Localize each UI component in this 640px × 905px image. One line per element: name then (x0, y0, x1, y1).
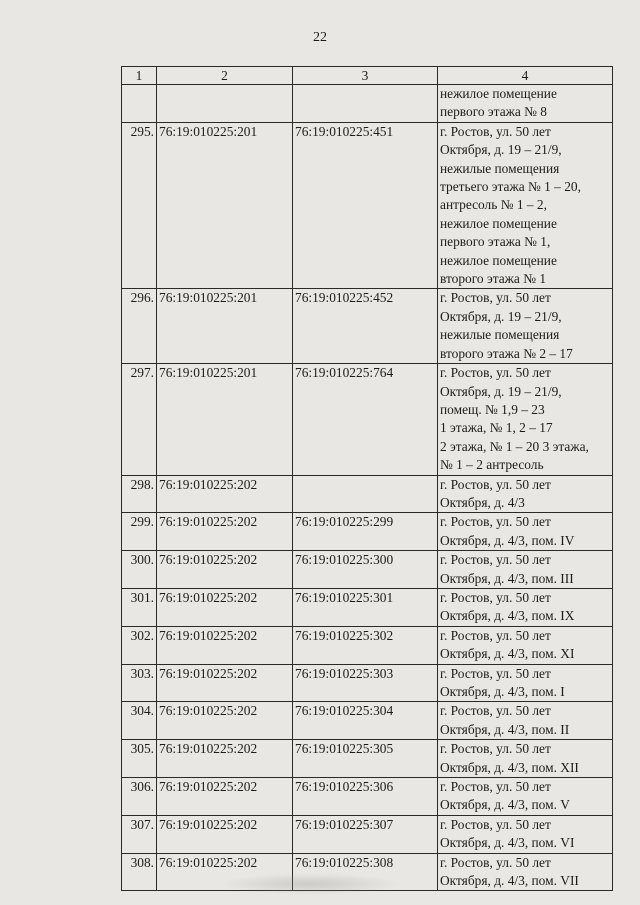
address-cell: г. Ростов, ул. 50 лет Октября, д. 19 – 21/9, нежилые помещения третьего этажа № 1 – 20, антресоль № 1 – 2, нежилое помещение первого этажа № 1, нежилое помещение второго этажа № 1 (438, 122, 613, 289)
address-cell: г. Ростов, ул. 50 лет Октября, д. 4/3, пом. VII (438, 853, 613, 891)
cadastral-number-cell: 76:19:010225:300 (293, 551, 438, 589)
row-number-cell: 298. (122, 475, 157, 513)
address-cell: г. Ростов, ул. 50 лет Октября, д. 4/3, пом. III (438, 551, 613, 589)
parent-cadastral-number-cell: 76:19:010225:201 (157, 122, 293, 289)
row-number-cell: 297. (122, 364, 157, 475)
table-row (122, 815, 613, 853)
row-number-cell: 307. (122, 815, 157, 853)
cadastral-number-cell: 76:19:010225:308 (293, 853, 438, 891)
cadastral-number-cell: 76:19:010225:307 (293, 815, 438, 853)
parent-cadastral-number-cell: 76:19:010225:202 (157, 664, 293, 702)
address-cell: г. Ростов, ул. 50 лет Октября, д. 4/3, пом. IV (438, 513, 613, 551)
row-number-cell: 300. (122, 551, 157, 589)
cadastral-number-cell: 76:19:010225:305 (293, 740, 438, 778)
parent-cadastral-number-cell: 76:19:010225:202 (157, 475, 293, 513)
cadastral-number-cell: 76:19:010225:451 (293, 122, 438, 289)
table-header-row (122, 67, 613, 85)
row-number-cell: 299. (122, 513, 157, 551)
table-row (122, 122, 613, 289)
table-row (122, 588, 613, 626)
parent-cadastral-number-cell: 76:19:010225:202 (157, 740, 293, 778)
address-cell: г. Ростов, ул. 50 лет Октября, д. 4/3, пом. IX (438, 588, 613, 626)
cadastral-number-cell (293, 475, 438, 513)
column-header: 2 (157, 67, 293, 85)
row-number-cell: 306. (122, 778, 157, 816)
cadastral-number-cell: 76:19:010225:303 (293, 664, 438, 702)
cadastral-number-cell: 76:19:010225:299 (293, 513, 438, 551)
parent-cadastral-number-cell (157, 85, 293, 123)
address-cell: г. Ростов, ул. 50 лет Октября, д. 19 – 21/9, помещ. № 1,9 – 23 1 этажа, № 1, 2 – 17 2 этажа, № 1 – 20 3 этажа, № 1 – 2 антресоль (438, 364, 613, 475)
parent-cadastral-number-cell: 76:19:010225:202 (157, 626, 293, 664)
row-number-cell: 296. (122, 289, 157, 364)
address-cell: г. Ростов, ул. 50 лет Октября, д. 4/3 (438, 475, 613, 513)
parent-cadastral-number-cell: 76:19:010225:202 (157, 778, 293, 816)
cadastral-number-cell: 76:19:010225:764 (293, 364, 438, 475)
parent-cadastral-number-cell: 76:19:010225:201 (157, 364, 293, 475)
parent-cadastral-number-cell: 76:19:010225:201 (157, 289, 293, 364)
parent-cadastral-number-cell: 76:19:010225:202 (157, 815, 293, 853)
column-header: 3 (293, 67, 438, 85)
row-number-cell: 308. (122, 853, 157, 891)
table-row (122, 626, 613, 664)
cadastral-number-cell: 76:19:010225:302 (293, 626, 438, 664)
table-row (122, 513, 613, 551)
registry-table (121, 66, 613, 891)
row-number-cell: 302. (122, 626, 157, 664)
table-row (122, 85, 613, 123)
address-cell: г. Ростов, ул. 50 лет Октября, д. 19 – 21/9, нежилые помещения второго этажа № 2 – 17 (438, 289, 613, 364)
table-row (122, 664, 613, 702)
parent-cadastral-number-cell: 76:19:010225:202 (157, 588, 293, 626)
table-row (122, 551, 613, 589)
page-number: 22 (313, 30, 327, 45)
row-number-cell: 304. (122, 702, 157, 740)
address-cell: г. Ростов, ул. 50 лет Октября, д. 4/3, пом. I (438, 664, 613, 702)
row-number-cell: 295. (122, 122, 157, 289)
cadastral-number-cell: 76:19:010225:301 (293, 588, 438, 626)
table-row (122, 289, 613, 364)
address-cell: г. Ростов, ул. 50 лет Октября, д. 4/3, пом. XI (438, 626, 613, 664)
scan-smudge (220, 873, 400, 895)
address-cell: г. Ростов, ул. 50 лет Октября, д. 4/3, пом. V (438, 778, 613, 816)
cadastral-number-cell: 76:19:010225:306 (293, 778, 438, 816)
address-cell: г. Ростов, ул. 50 лет Октября, д. 4/3, пом. VI (438, 815, 613, 853)
row-number-cell (122, 85, 157, 123)
parent-cadastral-number-cell: 76:19:010225:202 (157, 551, 293, 589)
address-cell: нежилое помещение первого этажа № 8 (438, 85, 613, 123)
cadastral-number-cell (293, 85, 438, 123)
column-header: 4 (438, 67, 613, 85)
table-row (122, 364, 613, 475)
cadastral-number-cell: 76:19:010225:452 (293, 289, 438, 364)
parent-cadastral-number-cell: 76:19:010225:202 (157, 513, 293, 551)
address-cell: г. Ростов, ул. 50 лет Октября, д. 4/3, пом. II (438, 702, 613, 740)
table-row (122, 702, 613, 740)
column-header: 1 (122, 67, 157, 85)
row-number-cell: 305. (122, 740, 157, 778)
table-row (122, 778, 613, 816)
address-cell: г. Ростов, ул. 50 лет Октября, д. 4/3, пом. XII (438, 740, 613, 778)
parent-cadastral-number-cell: 76:19:010225:202 (157, 702, 293, 740)
parent-cadastral-number-cell: 76:19:010225:202 (157, 853, 293, 891)
table-row (122, 740, 613, 778)
table-row (122, 475, 613, 513)
row-number-cell: 303. (122, 664, 157, 702)
row-number-cell: 301. (122, 588, 157, 626)
cadastral-number-cell: 76:19:010225:304 (293, 702, 438, 740)
